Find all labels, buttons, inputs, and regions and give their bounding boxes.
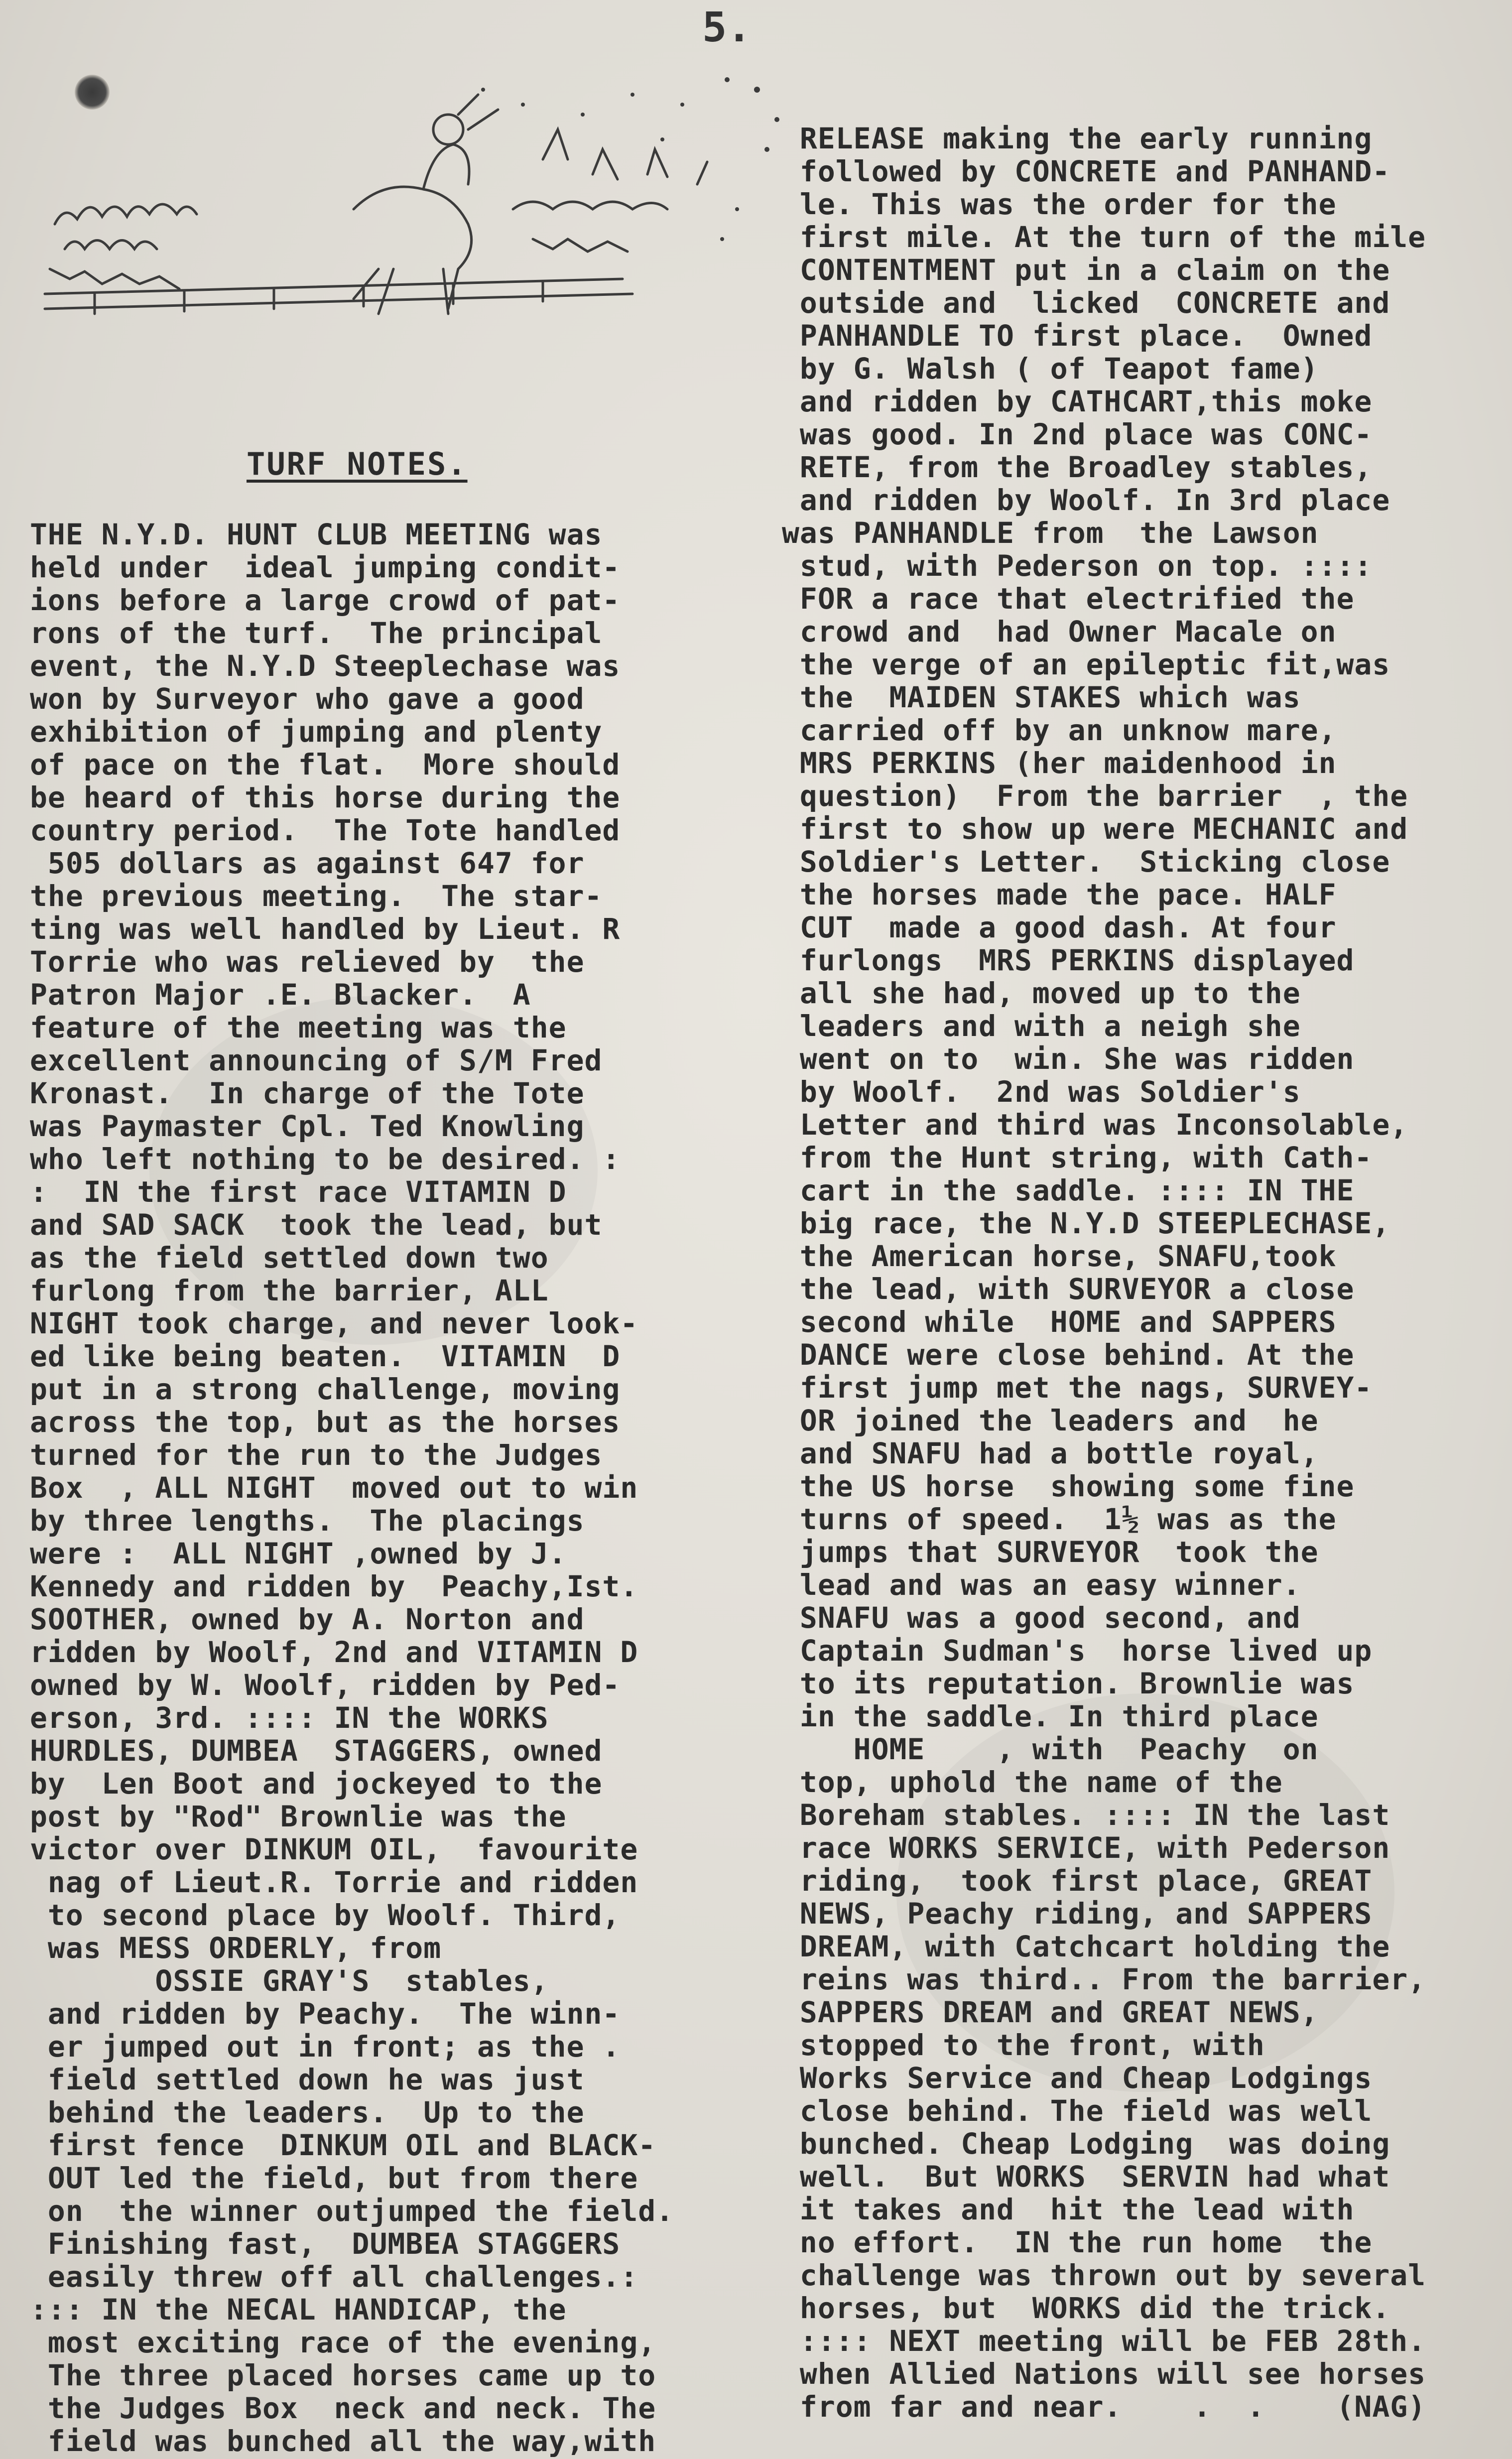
- text-line: won by Surveyor who gave a good: [30, 682, 585, 716]
- racing-crowd-illustration: [35, 60, 792, 339]
- text-line: Kennedy and ridden by Peachy,Ist.: [30, 1569, 638, 1603]
- text-line: the Judges Box neck and neck. The: [30, 2391, 656, 2425]
- text-line: and SNAFU had a bottle royal,: [782, 1436, 1319, 1470]
- text-line: lead and was an easy winner.: [782, 1568, 1301, 1602]
- text-line: was PANHANDLE from the Lawson: [782, 516, 1319, 550]
- text-line: in the saddle. In third place: [782, 1699, 1319, 1733]
- text-line: followed by CONCRETE and PANHAND-: [782, 154, 1390, 188]
- text-line: turned for the run to the Judges: [30, 1438, 603, 1472]
- text-line: THE N.Y.D. HUNT CLUB MEETING was: [30, 518, 603, 551]
- text-line: ::: IN the NECAL HANDICAP, the: [30, 2293, 567, 2327]
- text-line: no effort. IN the run home the: [782, 2225, 1373, 2259]
- text-line: jumps that SURVEYOR took the: [782, 1535, 1319, 1569]
- text-line: Patron Major .E. Blacker. A: [30, 978, 531, 1012]
- text-line: and ridden by Woolf. In 3rd place: [782, 483, 1390, 517]
- text-line: erson, 3rd. :::: IN the WORKS: [30, 1701, 549, 1735]
- text-line: CONTENTMENT put in a claim on the: [782, 253, 1390, 287]
- text-line: victor over DINKUM OIL, favourite: [30, 1832, 638, 1866]
- text-line: by G. Walsh ( of Teapot fame): [782, 352, 1319, 386]
- text-line: turns of speed. 1½ was as the: [782, 1502, 1337, 1536]
- text-line: Letter and third was Inconsolable,: [782, 1108, 1408, 1142]
- text-line: well. But WORKS SERVIN had what: [782, 2160, 1390, 2194]
- text-line: from the Hunt string, with Cath-: [782, 1141, 1373, 1174]
- text-line: : IN the first race VITAMIN D: [30, 1175, 567, 1209]
- text-line: was Paymaster Cpl. Ted Knowling: [30, 1109, 585, 1143]
- text-line: SAPPERS DREAM and GREAT NEWS,: [782, 1995, 1319, 2029]
- text-line: nag of Lieut.R. Torrie and ridden: [30, 1865, 638, 1899]
- text-line: Box , ALL NIGHT moved out to win: [30, 1471, 638, 1505]
- text-line: first jump met the nags, SURVEY-: [782, 1371, 1373, 1405]
- text-line: RETE, from the Broadley stables,: [782, 450, 1373, 484]
- text-line: stopped to the front, with: [782, 2028, 1265, 2062]
- text-line: held under ideal jumping condit-: [30, 550, 621, 584]
- text-line: first fence DINKUM OIL and BLACK-: [30, 2128, 656, 2162]
- text-line: exhibition of jumping and plenty: [30, 715, 603, 749]
- text-line: riding, took first place, GREAT: [782, 1864, 1373, 1898]
- text-line: FOR a race that electrified the: [782, 582, 1355, 616]
- text-line: furlong from the barrier, ALL: [30, 1274, 549, 1307]
- text-line: as the field settled down two: [30, 1241, 549, 1275]
- text-line: on the winner outjumped the field.: [30, 2194, 674, 2228]
- text-line: it takes and hit the lead with: [782, 2193, 1355, 2226]
- text-line: Torrie who was relieved by the: [30, 945, 585, 979]
- text-line: were : ALL NIGHT ,owned by J.: [30, 1537, 567, 1570]
- text-line: DREAM, with Catchcart holding the: [782, 1930, 1390, 1963]
- text-line: post by "Rod" Brownlie was the: [30, 1800, 567, 1833]
- text-line: the previous meeting. The star-: [30, 879, 603, 913]
- text-line: carried off by an unknow mare,: [782, 713, 1337, 747]
- text-line: Works Service and Cheap Lodgings: [782, 2061, 1373, 2095]
- text-line: ting was well handled by Lieut. R: [30, 912, 621, 946]
- text-line: country period. The Tote handled: [30, 813, 621, 847]
- text-line: the horses made the pace. HALF: [782, 878, 1337, 911]
- text-line: challenge was thrown out by several: [782, 2258, 1426, 2292]
- text-line: the lead, with SURVEYOR a close: [782, 1272, 1355, 1306]
- text-line: PANHANDLE TO first place. Owned: [782, 319, 1373, 353]
- text-line: the American horse, SNAFU,took: [782, 1239, 1337, 1273]
- text-line: OR joined the leaders and he: [782, 1404, 1319, 1437]
- text-line: be heard of this horse during the: [30, 780, 621, 814]
- text-line: Captain Sudman's horse lived up: [782, 1634, 1373, 1668]
- text-line: HOME , with Peachy on: [782, 1732, 1319, 1766]
- text-line: most exciting race of the evening,: [30, 2326, 656, 2359]
- text-line: was good. In 2nd place was CONC-: [782, 417, 1373, 451]
- text-line: put in a strong challenge, moving: [30, 1372, 621, 1406]
- text-line: the MAIDEN STAKES which was: [782, 680, 1301, 714]
- text-line: excellent announcing of S/M Fred: [30, 1043, 603, 1077]
- text-line: le. This was the order for the: [782, 187, 1337, 221]
- text-line: of pace on the flat. More should: [30, 748, 621, 781]
- text-line: Soldier's Letter. Sticking close: [782, 845, 1390, 879]
- text-line: NIGHT took charge, and never look-: [30, 1306, 638, 1340]
- text-line: all she had, moved up to the: [782, 976, 1301, 1010]
- text-line: by three lengths. The placings: [30, 1504, 585, 1538]
- text-line: The three placed horses came up to: [30, 2358, 656, 2392]
- text-line: who left nothing to be desired. :: [30, 1142, 621, 1176]
- text-line: SNAFU was a good second, and: [782, 1601, 1301, 1635]
- text-line: feature of the meeting was the: [30, 1011, 567, 1044]
- text-line: Finishing fast, DUMBEA STAGGERS: [30, 2227, 621, 2261]
- text-line: close behind. The field was well: [782, 2094, 1373, 2128]
- text-line: ed like being beaten. VITAMIN D: [30, 1339, 621, 1373]
- text-line: was MESS ORDERLY, from: [30, 1931, 442, 1965]
- text-line: event, the N.Y.D Steeplechase was: [30, 649, 621, 683]
- text-line: NEWS, Peachy riding, and SAPPERS: [782, 1897, 1373, 1931]
- text-line: race WORKS SERVICE, with Pederson: [782, 1831, 1390, 1865]
- text-line: horses, but WORKS did the trick.: [782, 2291, 1390, 2325]
- text-line: rons of the turf. The principal: [30, 616, 603, 650]
- text-line: field settled down he was just: [30, 2063, 585, 2096]
- text-line: behind the leaders. Up to the: [30, 2095, 585, 2129]
- text-line: the US horse showing some fine: [782, 1469, 1355, 1503]
- text-line: went on to win. She was ridden: [782, 1042, 1355, 1076]
- text-line: OUT led the field, but from there: [30, 2161, 638, 2195]
- text-line: easily threw off all challenges.:: [30, 2260, 638, 2294]
- text-line: by Len Boot and jockeyed to the: [30, 1767, 603, 1801]
- text-line: owned by W. Woolf, ridden by Ped-: [30, 1668, 621, 1702]
- text-line: second while HOME and SAPPERS: [782, 1305, 1337, 1339]
- text-line: RELEASE making the early running: [782, 122, 1373, 155]
- left-column-text: [30, 518, 674, 2458]
- text-line: top, uphold the name of the: [782, 1765, 1283, 1799]
- text-line: :::: NEXT meeting will be FEB 28th.: [782, 2324, 1426, 2358]
- text-line: stud, with Pederson on top. ::::: [782, 549, 1373, 583]
- text-line: 505 dollars as against 647 for: [30, 846, 585, 880]
- text-line: and SAD SACK took the lead, but: [30, 1208, 603, 1242]
- text-line: first mile. At the turn of the mile: [782, 220, 1426, 254]
- text-line: CUT made a good dash. At four: [782, 910, 1337, 944]
- text-line: OSSIE GRAY'S stables,: [30, 1964, 549, 1998]
- text-line: from far and near. . . (NAG): [782, 2390, 1426, 2424]
- text-line: cart in the saddle. :::: IN THE: [782, 1173, 1355, 1207]
- text-line: reins was third.. From the barrier,: [782, 1962, 1426, 1996]
- text-line: DANCE were close behind. At the: [782, 1338, 1355, 1372]
- text-line: across the top, but as the horses: [30, 1405, 621, 1439]
- text-line: outside and licked CONCRETE and: [782, 286, 1390, 320]
- text-line: first to show up were MECHANIC and: [782, 812, 1408, 846]
- right-column-text: [782, 122, 1426, 2423]
- text-line: bunched. Cheap Lodging was doing: [782, 2127, 1390, 2161]
- text-line: furlongs MRS PERKINS displayed: [782, 943, 1355, 977]
- text-line: ridden by Woolf, 2nd and VITAMIN D: [30, 1635, 638, 1669]
- text-line: SOOTHER, owned by A. Norton and: [30, 1602, 585, 1636]
- text-line: when Allied Nations will see horses: [782, 2357, 1426, 2391]
- text-line: by Woolf. 2nd was Soldier's: [782, 1075, 1301, 1109]
- text-line: MRS PERKINS (her maidenhood in: [782, 746, 1337, 780]
- text-line: er jumped out in front; as the .: [30, 2030, 621, 2064]
- text-line: and ridden by Peachy. The winn-: [30, 1997, 621, 2031]
- text-line: big race, the N.Y.D STEEPLECHASE,: [782, 1206, 1390, 1240]
- text-line: Kronast. In charge of the Tote: [30, 1076, 585, 1110]
- text-line: ions before a large crowd of pat-: [30, 583, 621, 617]
- text-line: question) From the barrier , the: [782, 779, 1408, 813]
- text-line: field was bunched all the way,with: [30, 2424, 656, 2458]
- text-line: and ridden by CATHCART,this moke: [782, 385, 1373, 418]
- text-line: the verge of an epileptic fit,was: [782, 647, 1390, 681]
- text-line: HURDLES, DUMBEA STAGGERS, owned: [30, 1734, 603, 1768]
- text-line: Boreham stables. :::: IN the last: [782, 1798, 1390, 1832]
- text-line: leaders and with a neigh she: [782, 1009, 1301, 1043]
- text-line: crowd and had Owner Macale on: [782, 615, 1337, 648]
- page-number: 5.: [702, 4, 752, 51]
- text-line: to its reputation. Brownlie was: [782, 1667, 1355, 1700]
- text-line: to second place by Woolf. Third,: [30, 1898, 621, 1932]
- section-heading: TURF NOTES.: [247, 446, 468, 482]
